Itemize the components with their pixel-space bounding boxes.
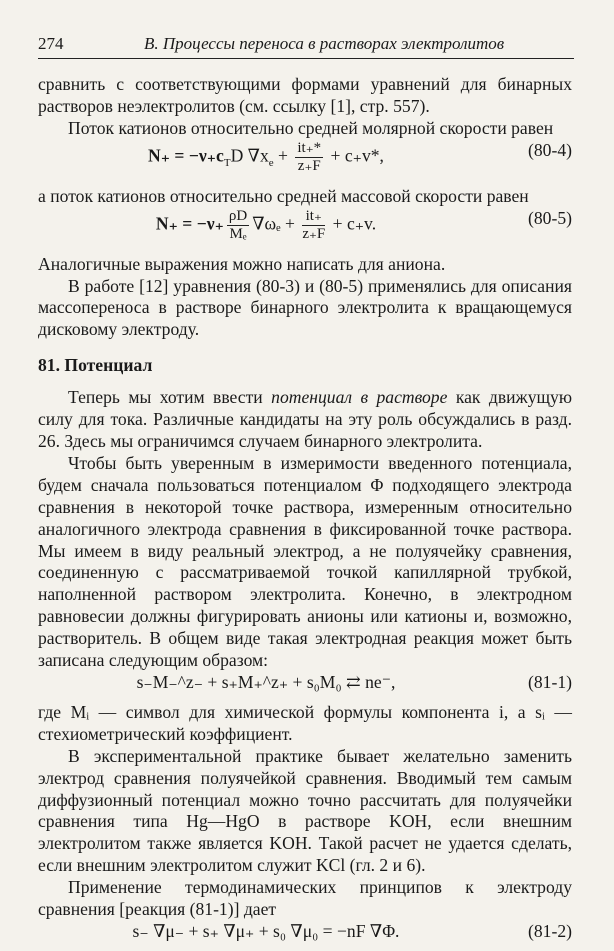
paragraph-8: где Mᵢ — символ для химической формулы компонента i, а sᵢ — стехиометрический коэффициент. <box>38 701 572 744</box>
section-title: 81. Потенциал <box>38 355 153 376</box>
eq1-sub-e: e <box>268 156 274 169</box>
eq2-denominator-2: z₊F <box>302 225 326 242</box>
paragraph-4: Аналогичные выражения можно написать для аниона. <box>38 253 446 274</box>
eq1-denominator: z₊F <box>297 157 321 174</box>
equation-80-4 <box>38 140 572 186</box>
paragraph-6 <box>38 387 572 453</box>
eq1-lhs: N₊ = −ν₊c <box>148 145 224 166</box>
eq2-tail: + c₊v. <box>328 213 377 234</box>
paragraph-9: В экспериментальной практике бывает желательно заменить электрод сравнения полуячейкой сравнения. Вводимый тем самым диффузионный потенциал можно точно рассчитать для полуячейки сравнения типа Hg—HgO в растворе KOH, если внешним электролитом также является KOH. Такой расчет не удается сделать, если внешним электролитом служит KCl (гл. 2 и 6). <box>38 745 572 876</box>
paragraph-2: Поток катионов относительно средней молярной скорости равен <box>68 117 554 138</box>
equation-80-5-label: (80-5) <box>528 207 572 228</box>
paragraph-3: а поток катионов относительно средней массовой скорости равен <box>38 185 529 206</box>
p6-italic-term: потенциал в растворе <box>271 387 448 408</box>
eq1-fraction <box>295 140 323 175</box>
equation-81-2-formula: s₋ ∇μ₋ + s₊ ∇μ₊ + s₀ ∇μ₀ = −nF ∇Φ. <box>132 921 400 941</box>
page-body <box>38 74 572 951</box>
equation-81-1 <box>38 672 572 702</box>
equation-81-2 <box>38 921 572 951</box>
eq2-lhs: N₊ = −ν₊ <box>155 213 224 234</box>
paragraph-5: В работе [12] уравнения (80-3) и (80-5) применялись для описания массопереноса в растворе бинарного электролита к вращающемуся дисковому электроду. <box>38 275 572 340</box>
eq1-tail: + c₊v*, <box>326 145 384 166</box>
page-header <box>38 34 574 56</box>
eq2-denominator-1: Mₑ <box>229 225 247 242</box>
equation-80-5 <box>38 208 572 254</box>
paragraph-7: Чтобы быть уверенным в измеримости введенного потенциала, будем сначала пользоваться потенциалом Φ подходящего электрода сравнения в некоторой точке раствора, измеренным относительно аналогичного электрода сравнения в фиксированной точке раствора. Мы имеем в виду реальный электрод, а не полуячейку сравнения, соединенную с рассматриваемой точкой капиллярной трубкой, наполненной раствором электролита. Конечно, в электродном равновесии должны фигурировать анионы или катионы и, возможно, растворитель. В общем виде такая электродная реакция может быть записана следующим образом: <box>38 452 572 671</box>
eq1-mid: D ∇x <box>230 145 269 166</box>
paragraph-10: Применение термодинамических принципов к электроду сравнения [реакция (81-1)] дает <box>38 877 572 920</box>
paragraph-1: сравнить с соответствующими формами уравнений для бинарных растворов неэлектролитов (см. ссылку [1], стр. 557). <box>38 74 572 116</box>
equation-80-4-label: (80-4) <box>528 139 572 160</box>
p6-before: Теперь мы хотим ввести <box>68 387 272 408</box>
equation-81-2-label: (81-2) <box>528 921 572 941</box>
equation-80-5-formula <box>38 208 494 243</box>
eq1-numerator: it₊* <box>297 139 322 156</box>
header-rule <box>38 58 574 59</box>
eq2-fraction-1 <box>227 208 249 243</box>
p6-after: как движущую силу для тока. Различные кандидаты на эту роль обсуждались в разд. 26. Здесь мы ограничимся случаем бинарного электролита. <box>38 387 572 451</box>
eq2-numerator-1: ρD <box>228 207 248 224</box>
equation-80-4-formula <box>38 140 494 175</box>
eq1-sub-t: T <box>223 156 231 169</box>
running-title: В. Процессы переноса в растворах электролитов <box>144 34 505 53</box>
equation-81-1-label: (81-1) <box>528 671 572 692</box>
page-number: 274 <box>38 34 64 53</box>
eq2-numerator-2: it₊ <box>302 208 325 226</box>
eq1-plus: + <box>273 145 293 166</box>
eq2-mid: ∇ωₑ + <box>252 213 300 234</box>
eq2-fraction-2 <box>302 208 325 243</box>
equation-81-1-formula: s₋M₋^z₋ + s₊M₊^z₊ + s₀M₀ ⇄ ne⁻, <box>136 671 396 692</box>
